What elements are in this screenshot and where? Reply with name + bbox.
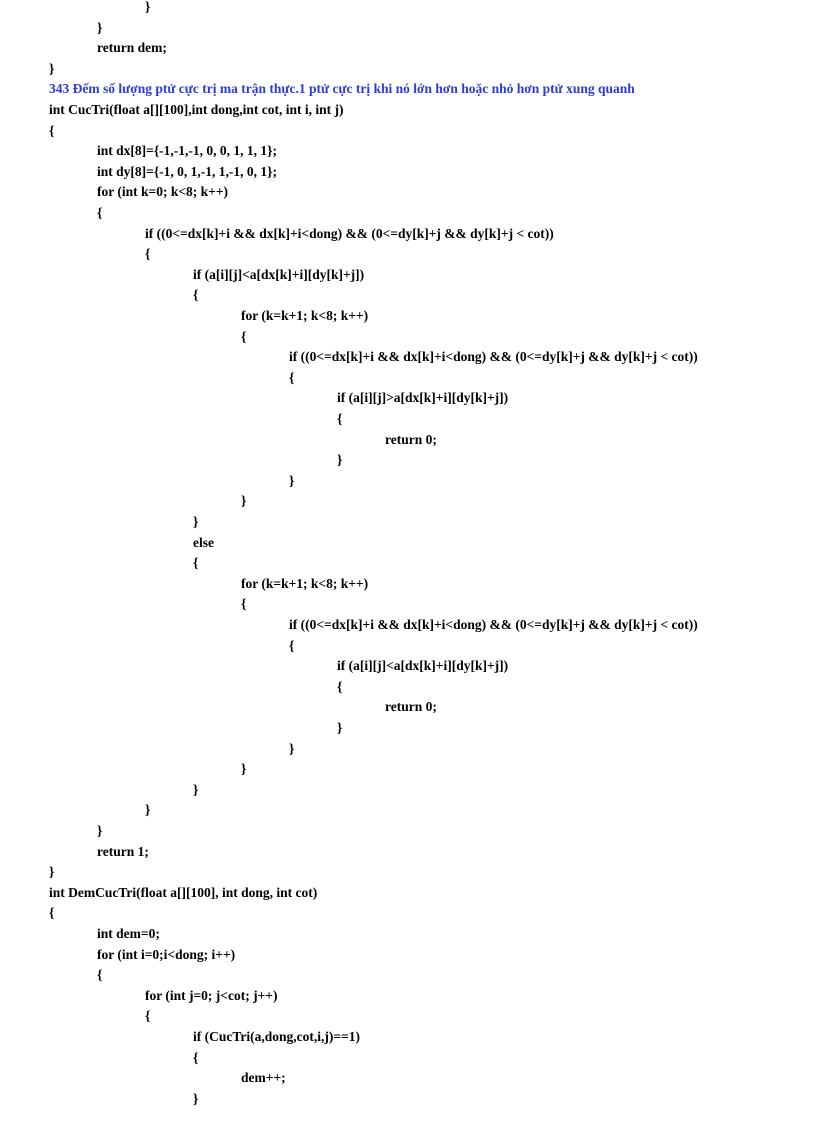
code-line: { [289,369,295,385]
code-line: } [49,864,55,880]
code-line: int dx[8]={-1,-1,-1, 0, 0, 1, 1, 1}; [97,143,277,159]
code-line: } [145,0,151,14]
code-line: } [289,740,295,756]
code-line: } [337,720,343,735]
code-line: int CucTri(float a[][100],int dong,int cot, int i, int j) [49,102,344,117]
code-line: if (CucTri(a,dong,cot,i,j)==1) [193,1029,360,1044]
code-line: return 1; [97,843,149,859]
code-line: if ((0<=dx[k]+i && dx[k]+i<dong) && (0<=dy[k]+j && dy[k]+j < cot)) [289,349,698,365]
code-line: } [97,823,103,838]
code-line: { [337,411,343,426]
code-line: } [241,493,247,509]
code-line: for (int k=0; k<8; k++) [97,184,229,200]
code-line: { [145,246,151,262]
code-line: if (a[i][j]<a[dx[k]+i][dy[k]+j]) [193,266,365,282]
code-line: for (k=k+1; k<8; k++) [241,575,369,591]
code-line: return 0; [385,431,437,447]
code-line: { [337,678,343,694]
code-line: { [241,596,247,612]
section-heading: 343 Đếm số lượng ptử cực trị ma trận thực.1 ptử cực trị khi nó lớn hơn hoặc nhỏ hơn ptử xung quanh [49,81,635,97]
code-line: if ((0<=dx[k]+i && dx[k]+i<dong) && (0<=dy[k]+j && dy[k]+j < cot)) [145,225,554,241]
code-line: } [337,452,343,468]
code-line: } [97,19,103,35]
code-line: if (a[i][j]<a[dx[k]+i][dy[k]+j]) [337,658,509,674]
code-line: } [289,472,295,488]
code-line: int dy[8]={-1, 0, 1,-1, 1,-1, 0, 1}; [97,163,277,179]
code-line: for (int j=0; j<cot; j++) [145,987,278,1003]
code-line: } [49,60,55,76]
code-line: } [193,781,199,797]
code-line: } [241,761,247,777]
code-line: { [145,1008,151,1024]
code-line: for (k=k+1; k<8; k++) [241,308,369,323]
code-line: if (a[i][j]>a[dx[k]+i][dy[k]+j]) [337,390,509,406]
code-line: for (int i=0;i<dong; i++) [97,946,236,962]
code-line: if ((0<=dx[k]+i && dx[k]+i<dong) && (0<=dy[k]+j && dy[k]+j < cot)) [289,617,698,632]
code-line: } [193,514,199,529]
code-line: return dem; [97,40,167,56]
code-line: } [193,1090,199,1106]
code-line: dem++; [241,1070,286,1086]
code-line: { [289,637,295,653]
code-line: } [145,802,151,818]
code-line: { [193,1049,199,1065]
code-line: { [193,287,199,303]
code-line: return 0; [385,699,437,715]
code-line: { [49,905,55,921]
code-line: { [193,555,199,571]
code-line: int DemCucTri(float a[][100], int dong, int cot) [49,884,318,900]
code-line: { [97,967,103,983]
code-line: else [193,534,214,550]
code-line: { [49,122,55,138]
code-line: { [241,328,247,344]
code-line: int dem=0; [97,926,160,941]
code-line: { [97,205,103,220]
